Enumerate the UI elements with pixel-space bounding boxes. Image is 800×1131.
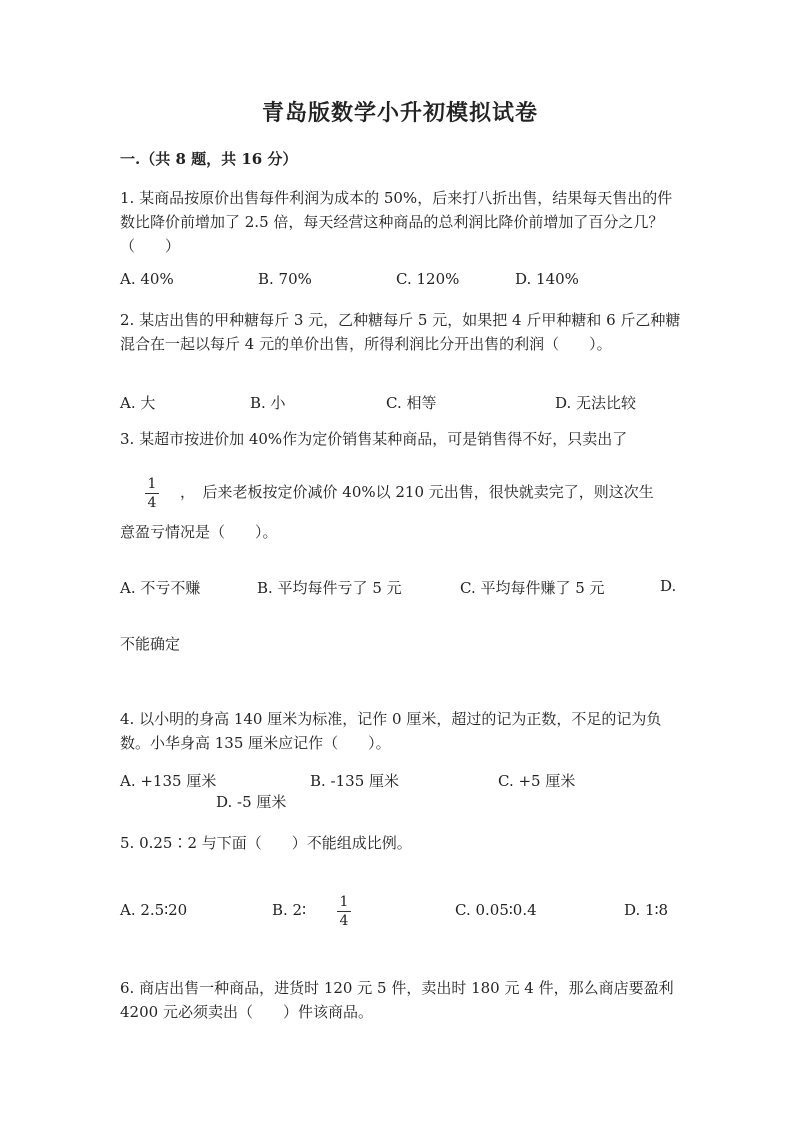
page-title: 青岛版数学小升初模拟试卷 xyxy=(261,100,538,126)
q5-option-d[interactable]: D. 1∶8 xyxy=(624,901,669,919)
q3-option-d[interactable]: D. xyxy=(660,577,677,595)
fraction-denominator: 4 xyxy=(147,495,157,511)
q5-option-c[interactable]: C. 0.05∶0.4 xyxy=(455,901,537,919)
question-3-line-2: ， 后来老板按定价减价 40%以 210 元出售，很快就卖完了，则这次生 xyxy=(180,483,654,501)
question-6: 6. 商店出售一种商品，进货时 120 元 5 件，卖出时 180 元 4 件，那么商店要盈利 4200 元必须卖出（ ）件该商品。 xyxy=(120,979,674,1021)
q1-option-c[interactable]: C. 120% xyxy=(396,270,460,288)
q4-option-d[interactable]: D. -5 厘米 xyxy=(216,793,287,811)
q4-option-b[interactable]: B. -135 厘米 xyxy=(310,772,400,790)
question-5: 5. 0.25∶2 与下面（ ）不能组成比例。 xyxy=(120,834,412,852)
q3-option-a[interactable]: A. 不亏不赚 xyxy=(120,579,201,597)
q3-option-d-text[interactable]: 不能确定 xyxy=(120,635,181,653)
q4-option-a[interactable]: A. +135 厘米 xyxy=(120,772,217,790)
q4-option-c[interactable]: C. +5 厘米 xyxy=(498,772,576,790)
fraction-numerator: 1 xyxy=(147,476,157,492)
q2-option-a[interactable]: A. 大 xyxy=(120,394,156,412)
q1-option-d[interactable]: D. 140% xyxy=(515,270,579,288)
q5-fraction xyxy=(335,894,353,929)
question-2: 2. 某店出售的甲种糖每斤 3 元，乙种糖每斤 5 元，如果把 4 斤甲种糖和 6 斤乙种糖混合在一起以每斤 4 元的单价出售，所得利润比分开出售的利润（ ）。 xyxy=(120,311,681,353)
q2-option-b[interactable]: B. 小 xyxy=(250,394,286,412)
q1-option-a[interactable]: A. 40% xyxy=(120,270,174,288)
q1-option-b[interactable]: B. 70% xyxy=(258,270,312,288)
fraction-numerator: 1 xyxy=(339,894,349,910)
question-4: 4. 以小明的身高 140 厘米为标准，记作 0 厘米，超过的记为正数，不足的记为负数。小华身高 135 厘米应记作（ ）。 xyxy=(120,710,662,752)
question-3-line-3: 意盈亏情况是（ ）。 xyxy=(120,523,278,541)
question-1: 1. 某商品按原价出售每件利润为成本的 50%，后来打八折出售，结果每天售出的件数比降价前增加了 2.5 倍，每天经营这种商品的总利润比降价前增加了百分之几？（ ） xyxy=(120,189,673,255)
section-heading: 一.（共 8 题，共 16 分） xyxy=(120,150,298,168)
fraction-bar xyxy=(145,493,159,494)
q3-option-c[interactable]: C. 平均每件赚了 5 元 xyxy=(460,579,605,597)
q3-option-b[interactable]: B. 平均每件亏了 5 元 xyxy=(257,579,402,597)
fraction-bar xyxy=(337,911,351,912)
fraction-denominator: 4 xyxy=(339,913,349,929)
q5-option-a[interactable]: A. 2.5∶20 xyxy=(120,901,188,919)
q3-fraction xyxy=(143,476,161,511)
question-3-line-1: 3. 某超市按进价加 40%作为定价销售某种商品，可是销售得不好，只卖出了 xyxy=(120,430,628,448)
q5-option-b[interactable]: B. 2∶ xyxy=(272,901,307,919)
q2-option-d[interactable]: D. 无法比较 xyxy=(555,394,637,412)
q2-option-c[interactable]: C. 相等 xyxy=(386,394,437,412)
